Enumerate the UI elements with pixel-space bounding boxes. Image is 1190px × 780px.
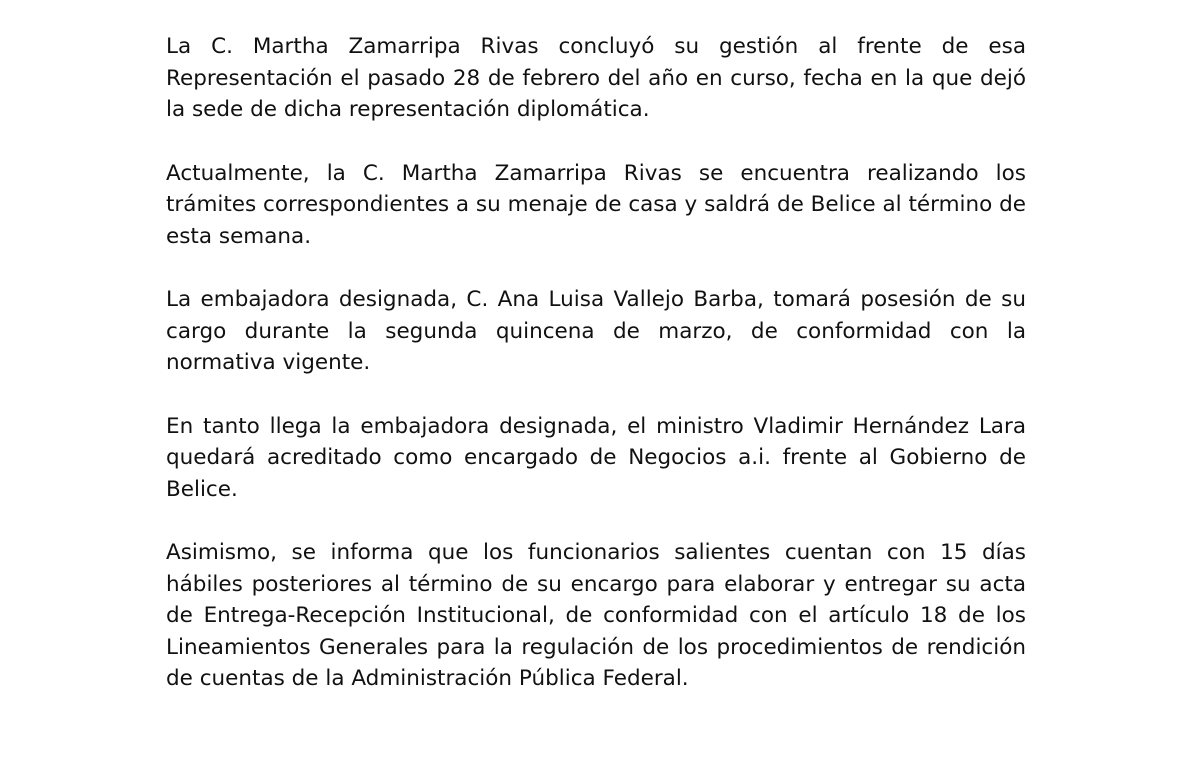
paragraph-tramites-menaje: Actualmente, la C. Martha Zamarripa Rivas se encuentra realizando los trámites correspondientes a su menaje de casa y saldrá de Belice al término de esta semana. xyxy=(166,160,1026,249)
paragraph-gestion-conclusion: La C. Martha Zamarripa Rivas concluyó su gestión al frente de esa Representación el pasado 28 de febrero del año en curso, fecha en la que dejó la sede de dicha representación diplomática. xyxy=(166,34,1026,122)
document-body xyxy=(166,31,1026,695)
paragraph-embajadora-designada: La embajadora designada, C. Ana Luisa Vallejo Barba, tomará posesión de su cargo durante la segunda quincena de marzo, de conformidad con la normativa vigente. xyxy=(166,287,1026,375)
paragraph-entrega-recepcion: Asimismo, se informa que los funcionarios salientes cuentan con 15 días hábiles posteriores al término de su encargo para elaborar y entregar su acta de Entrega-Recepción Institucional, de conformidad con el artículo 18 de los Lineamientos Generales para la regulación de los procedimientos de rendición de cuentas de la Administración Pública Federal. xyxy=(166,540,1026,691)
paragraph-encargado-negocios: En tanto llega la embajadora designada, el ministro Vladimir Hernández Lara quedará acreditado como encargado de Negocios a.i. frente al Gobierno de Belice. xyxy=(166,413,1026,502)
